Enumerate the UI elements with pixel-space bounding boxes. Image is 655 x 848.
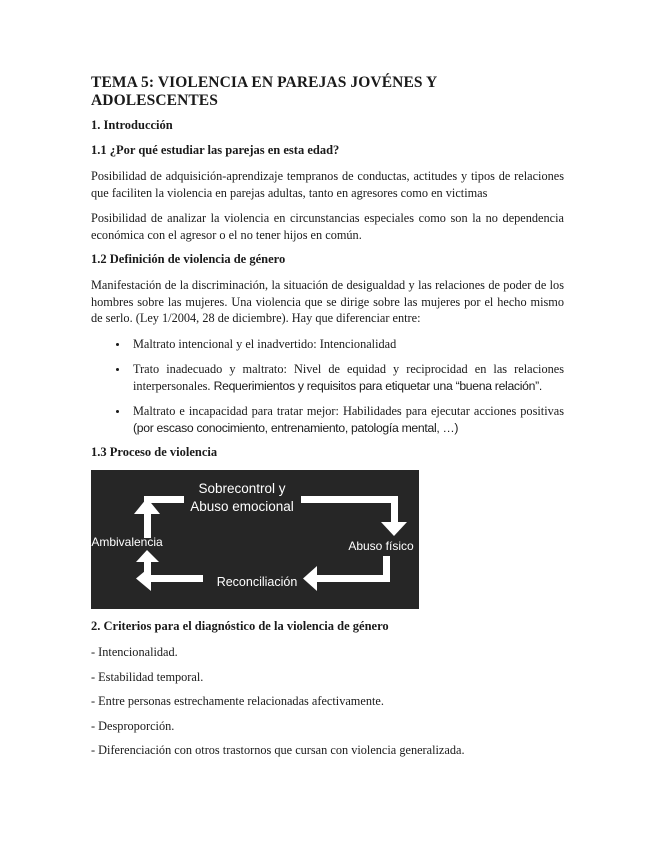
list-item (129, 361, 564, 394)
criteria-item: - Diferenciación con otros trastornos que cursan con violencia generalizada. (91, 743, 465, 757)
criteria-item: - Desproporción. (91, 718, 175, 733)
list-item (129, 336, 564, 353)
stage-top-line1: Sobrecontrol y (198, 481, 286, 496)
heading-2: 2. Criterios para el diagnóstico de la violencia de género (91, 619, 389, 633)
stage-right: Abuso físico (348, 539, 414, 553)
criteria-item: - Estabilidad temporal. (91, 669, 204, 684)
list-item (129, 403, 564, 436)
violence-cycle-diagram (91, 470, 419, 609)
arrow-right-shaft (391, 496, 398, 526)
document-title: TEMA 5: VIOLENCIA EN PAREJAS JOVÉNES Y ADOLESCENTES (91, 74, 437, 109)
list-item-text: Maltrato e incapacidad para tratar mejor: Habilidades para ejecutar acciones positivas (133, 404, 564, 418)
list-item-extra: (por escaso conocimiento, entrenamiento, patología mental, …) (133, 420, 459, 435)
paragraph-1-2: Manifestación de la discriminación, la situación de desigualdad y las relaciones de poder de los hombres sobre las mujeres. Una violencia que se dirige sobre las mujeres por el hecho mismo de serlo. (Ley 1/2004, 28 de diciembre). Hay que diferenciar entre: (91, 278, 564, 325)
paragraph-1-1-b: Posibilidad de analizar la violencia en circunstancias especiales como son la no dependencia económica con el agresor o el no tener hijos en común. (91, 211, 564, 242)
criteria-item: - Intencionalidad. (91, 645, 178, 659)
stage-left: Ambivalencia (91, 535, 163, 549)
list-item-text: Trato inadecuado y maltrato: Nivel de equidad y reciprocidad en las relaciones interpersonales. (133, 362, 564, 393)
criteria-item: - Entre personas estrechamente relacionadas afectivamente. (91, 694, 384, 708)
arrow-topright-shaft (301, 496, 398, 503)
arrow-bottomright-shaft (313, 575, 390, 582)
paragraph-1-1-a: Posibilidad de adquisición-aprendizaje tempranos de conductas, actitudes y tipos de relaciones que faciliten la violencia en parejas adultas, tanto en agresores como en victimas (91, 169, 564, 200)
list-item-text: Maltrato intencional y el inadvertido: Intencionalidad (133, 336, 397, 351)
list-item-extra: Requerimientos y requisitos para etiquetar una “buena relación”. (213, 378, 542, 393)
heading-introduccion: 1. Introducción (91, 118, 173, 132)
heading-1-3: 1.3 Proceso de violencia (91, 445, 218, 459)
bullet-list (91, 336, 564, 437)
heading-1-1: 1.1 ¿Por qué estudiar las parejas en esta edad? (91, 143, 340, 157)
arrow-topleft-shaft (144, 496, 184, 503)
arrow-bottomleft-shaft (151, 575, 203, 582)
stage-top-line2: Abuso emocional (190, 499, 294, 514)
stage-bottom: Reconciliación (216, 575, 298, 589)
heading-1-2: 1.2 Definición de violencia de género (91, 252, 286, 266)
